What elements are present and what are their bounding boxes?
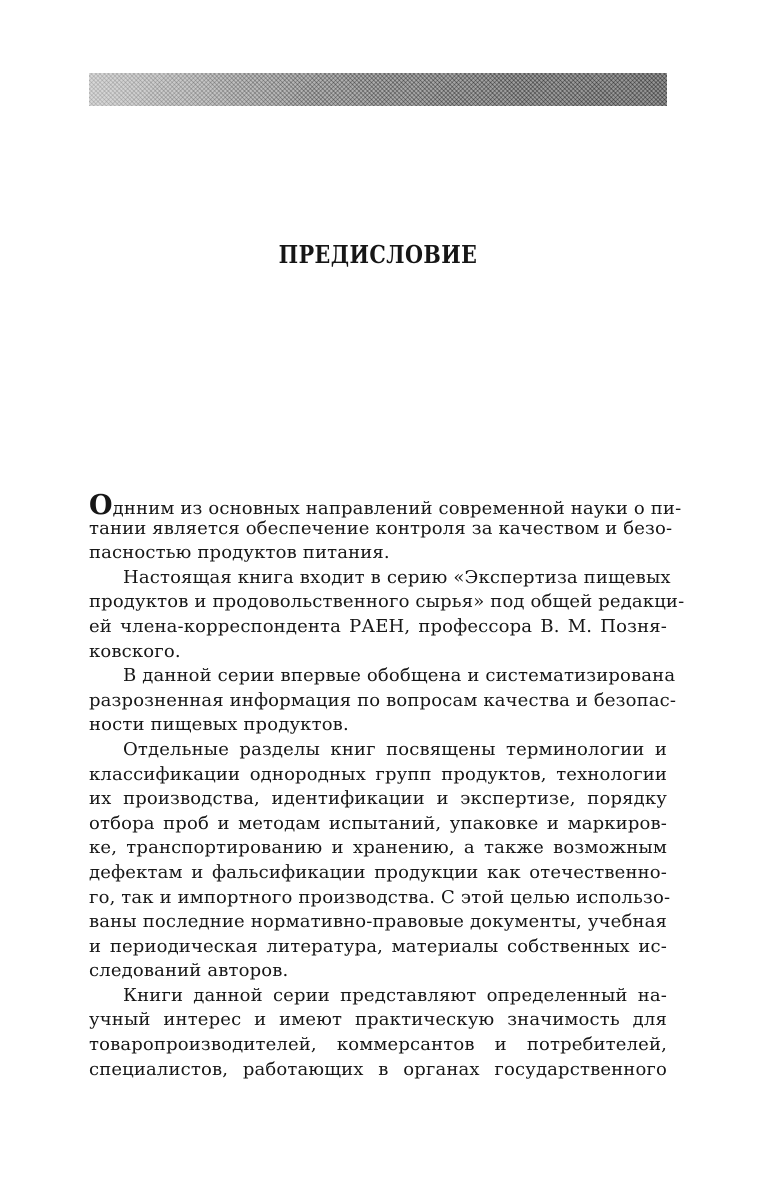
text-line: товаропроизводителей, коммерсантов и потребителей, (89, 1034, 667, 1056)
text-line: их производства, идентификации и экспертизе, порядку (89, 788, 667, 810)
text-line: разрозненная информация по вопросам качества и безопас- (89, 689, 677, 711)
text-line: ей члена-корреспондента РАЕН, профессора В. М. Позня- (89, 615, 667, 637)
text-line: специалистов, работающих в органах государственного (89, 1058, 667, 1080)
text-line: го, так и импортного производства. С этой целью использо- (89, 886, 671, 908)
text-line: продуктов и продовольственного сырья» под общей редакци- (89, 591, 685, 613)
text-line: отбора проб и методам испытаний, упаковке и маркиров- (89, 812, 667, 834)
text-line-content: днним из основных направлений современной науки о пи- (112, 498, 682, 519)
text-line: Книги данной серии представляют определенный на- (123, 984, 667, 1006)
text-line: тании является обеспечение контроля за качеством и безо- (89, 517, 673, 539)
text-line: классификации однородных групп продуктов, технологии (89, 763, 667, 785)
text-line: следований авторов. (89, 960, 289, 982)
text-line (89, 490, 682, 521)
text-line: В данной серии впервые обобщена и систематизирована (123, 665, 676, 687)
text-line: Настоящая книга входит в серию «Экспертиза пищевых (123, 566, 671, 588)
text-line: дефектам и фальсификации продукции как отечественно- (89, 861, 667, 883)
preface-text (89, 490, 685, 1082)
text-line: ваны последние нормативно-правовые документы, учебная (89, 911, 667, 933)
text-line: учный интерес и имеют практическую значимость для (89, 1009, 667, 1031)
decorative-header-band (89, 73, 667, 106)
text-line: пасностью продуктов питания. (89, 542, 390, 564)
text-line: ковского. (89, 640, 181, 662)
text-line: ке, транспортированию и хранению, а также возможным (89, 837, 667, 859)
text-line: Отдельные разделы книг посвящены терминологии и (123, 738, 667, 760)
page-title: ПРЕДИСЛОВИЕ (278, 240, 478, 269)
text-line: ности пищевых продуктов. (89, 714, 349, 736)
drop-cap: О (89, 490, 113, 521)
text-line: и периодическая литература, материалы собственных ис- (89, 935, 667, 957)
